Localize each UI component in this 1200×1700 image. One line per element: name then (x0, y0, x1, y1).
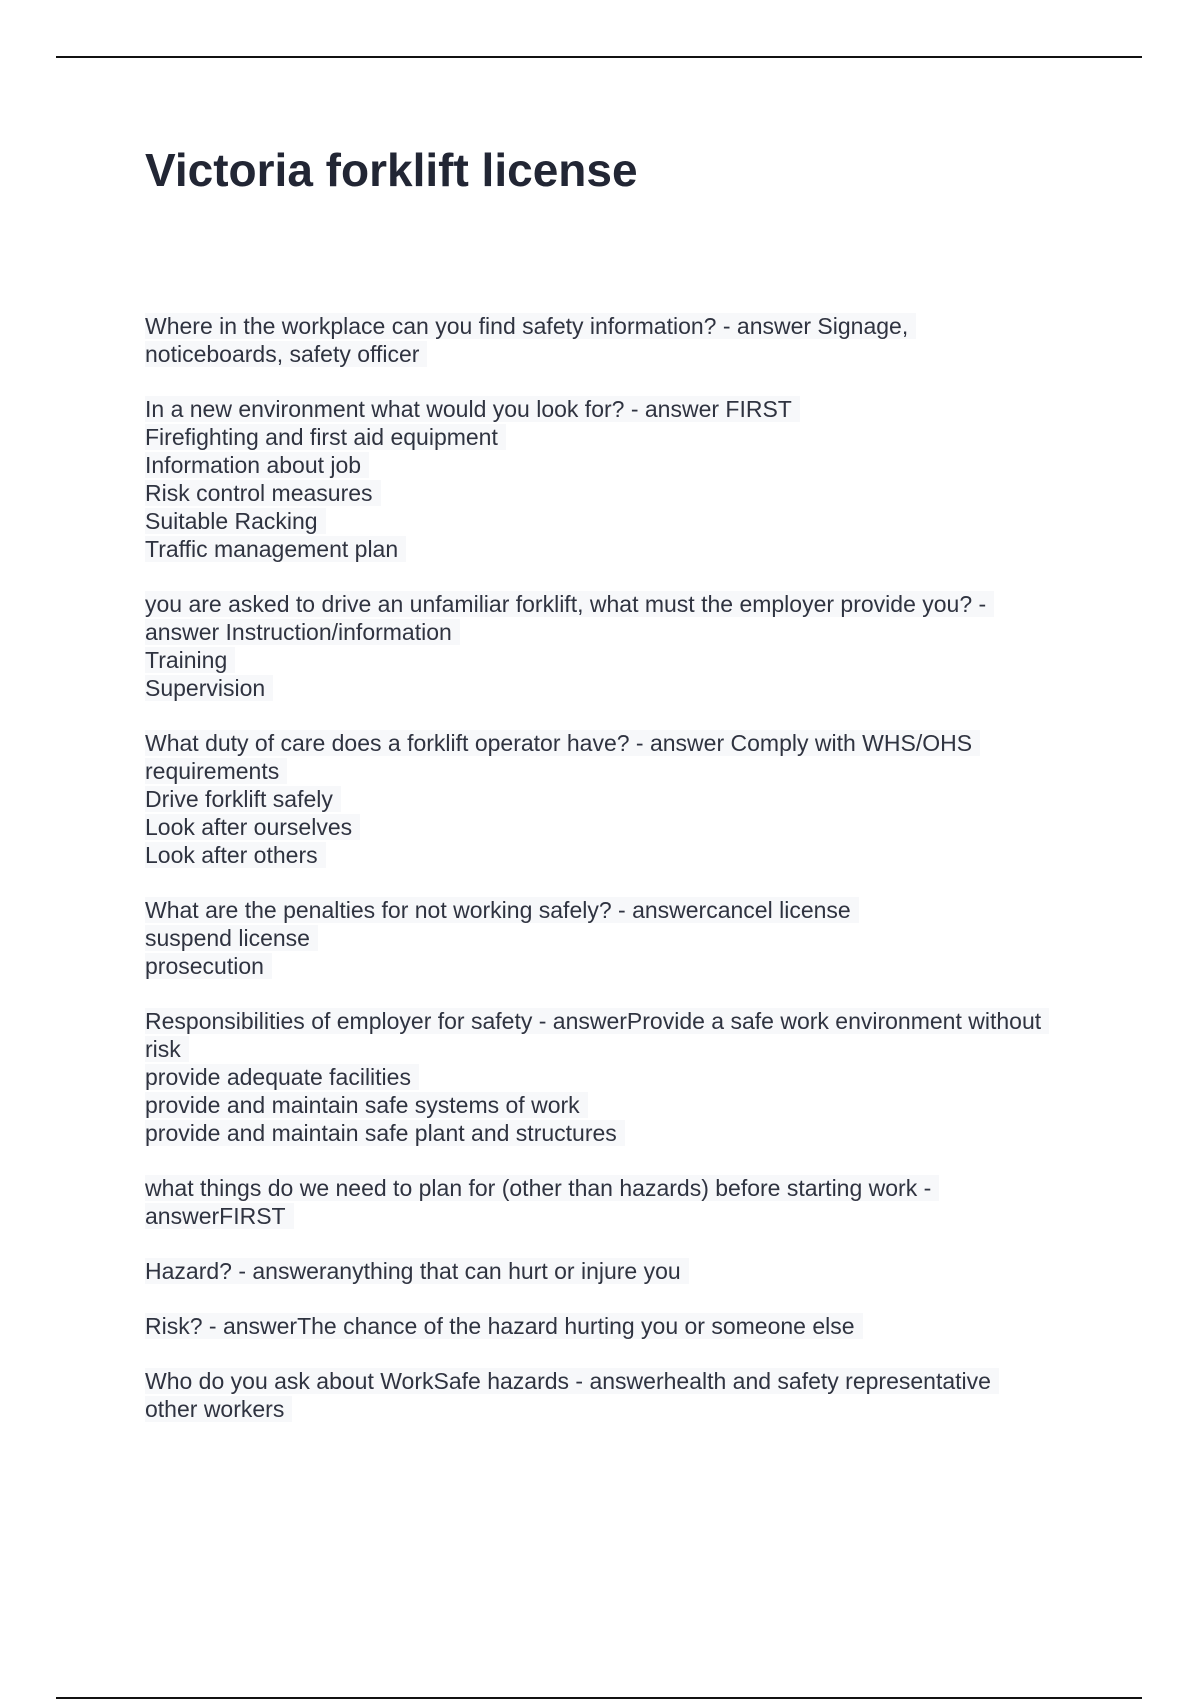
qa-line-text: answerFIRST (145, 1203, 294, 1229)
qa-item (145, 1257, 1105, 1285)
qa-line-text: Look after others (145, 842, 326, 868)
qa-line-text: Firefighting and first aid equipment (145, 424, 506, 450)
qa-answer-line (145, 1035, 1105, 1063)
qa-item (145, 1174, 1105, 1230)
qa-line-text: risk (145, 1036, 189, 1062)
qa-question-line (145, 1174, 1105, 1202)
qa-line-text: Supervision (145, 675, 273, 701)
qa-answer-line (145, 646, 1105, 674)
qa-line-text: requirements (145, 758, 287, 784)
qa-answer-line (145, 340, 1105, 368)
qa-item (145, 1007, 1105, 1147)
qa-answer-line (145, 1395, 1105, 1423)
qa-line-text: What are the penalties for not working safely? - answercancel license (145, 897, 859, 923)
qa-list (145, 312, 1105, 1450)
qa-line-text: Risk control measures (145, 480, 381, 506)
qa-answer-line (145, 785, 1105, 813)
qa-line-text: Training (145, 647, 235, 673)
qa-line-text: In a new environment what would you look for? - answer FIRST (145, 396, 800, 422)
qa-answer-line (145, 1202, 1105, 1230)
qa-item (145, 729, 1105, 869)
qa-question-line (145, 729, 1105, 757)
qa-question-line (145, 590, 1105, 618)
qa-line-text: Responsibilities of employer for safety - answerProvide a safe work environment without (145, 1008, 1049, 1034)
qa-item (145, 395, 1105, 563)
qa-line-text: Drive forklift safely (145, 786, 341, 812)
page-title: Victoria forklift license (145, 144, 638, 196)
qa-answer-line (145, 1063, 1105, 1091)
qa-line-text: Suitable Racking (145, 508, 326, 534)
qa-item (145, 1367, 1105, 1423)
qa-line-text: Look after ourselves (145, 814, 360, 840)
qa-line-text: other workers (145, 1396, 292, 1422)
qa-question-line (145, 1312, 1105, 1340)
qa-line-text: Information about job (145, 452, 369, 478)
qa-question-line (145, 1367, 1105, 1395)
qa-line-text: provide and maintain safe plant and structures (145, 1120, 625, 1146)
qa-question-line (145, 896, 1105, 924)
qa-line-text: Traffic management plan (145, 536, 406, 562)
qa-line-text: you are asked to drive an unfamiliar forklift, what must the employer provide you? - (145, 591, 994, 617)
qa-item (145, 896, 1105, 980)
qa-item (145, 1312, 1105, 1340)
qa-answer-line (145, 924, 1105, 952)
qa-answer-line (145, 618, 1105, 646)
qa-answer-line (145, 674, 1105, 702)
qa-line-text: prosecution (145, 953, 272, 979)
qa-item (145, 590, 1105, 702)
qa-line-text: Who do you ask about WorkSafe hazards - answerhealth and safety representative (145, 1368, 999, 1394)
qa-line-text: What duty of care does a forklift operator have? - answer Comply with WHS/OHS (145, 730, 980, 756)
bottom-divider (56, 1697, 1142, 1699)
qa-line-text: suspend license (145, 925, 318, 951)
qa-answer-line (145, 1091, 1105, 1119)
qa-answer-line (145, 507, 1105, 535)
qa-answer-line (145, 451, 1105, 479)
qa-item (145, 312, 1105, 368)
qa-line-text: provide and maintain safe systems of work (145, 1092, 588, 1118)
top-divider (56, 56, 1142, 58)
qa-answer-line (145, 479, 1105, 507)
qa-line-text: what things do we need to plan for (other than hazards) before starting work - (145, 1175, 939, 1201)
qa-answer-line (145, 1119, 1105, 1147)
qa-answer-line (145, 757, 1105, 785)
qa-line-text: Hazard? - answeranything that can hurt or injure you (145, 1258, 689, 1284)
qa-question-line (145, 312, 1105, 340)
qa-line-text: Risk? - answerThe chance of the hazard hurting you or someone else (145, 1313, 863, 1339)
qa-answer-line (145, 952, 1105, 980)
qa-question-line (145, 1007, 1105, 1035)
qa-answer-line (145, 841, 1105, 869)
qa-question-line (145, 1257, 1105, 1285)
qa-answer-line (145, 813, 1105, 841)
qa-answer-line (145, 423, 1105, 451)
qa-answer-line (145, 535, 1105, 563)
qa-line-text: Where in the workplace can you find safety information? - answer Signage, (145, 313, 916, 339)
qa-line-text: noticeboards, safety officer (145, 341, 427, 367)
qa-line-text: answer Instruction/information (145, 619, 460, 645)
qa-question-line (145, 395, 1105, 423)
qa-line-text: provide adequate facilities (145, 1064, 419, 1090)
